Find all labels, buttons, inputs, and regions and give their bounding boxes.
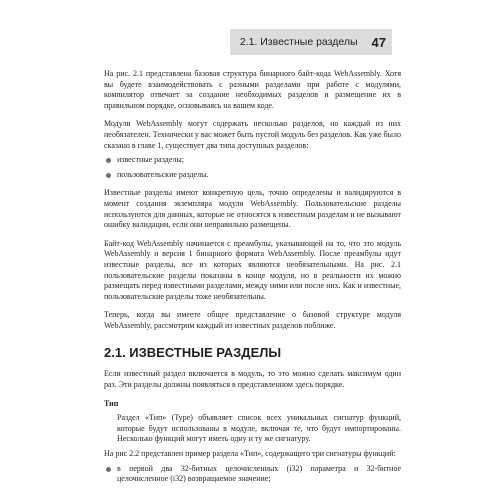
section-heading: 2.1. ИЗВЕСТНЫЕ РАЗДЕЛЫ xyxy=(104,345,282,361)
list-item: известные разделы; xyxy=(104,155,401,166)
paragraph-modules: Модули WebAssembly могут содержать несколько разделов, но каждый из них необязателен. Технически у вас может быть пустой модуль без разделов. Как уже было сказано в главе 1, существует два типа доступных разделов: xyxy=(104,119,401,150)
list-item: пользовательские разделы. xyxy=(104,170,401,181)
signature-list xyxy=(104,464,401,485)
running-header-title: 2.1. Известные разделы xyxy=(239,36,358,48)
paragraph-figure-reference: На рис 2.2 представлен пример раздела «Тип», содержащего три сигнатуры функций: xyxy=(104,449,396,459)
paragraph-section-rules: Если известный раздел включается в модуль, то это можно сделать максимум один раз. Эти разделы должны появляться в представленном здесь порядке. xyxy=(104,369,401,390)
paragraph-type-description: Раздел «Тип» (Type) объявляет список всех уникальных сигнатур функций, которые будут использованы в модуле, включая те, что будут импортированы. Несколько функций могут иметь одну и ту же сигнатуру. xyxy=(117,413,401,444)
paragraph-bytecode: Байт-код WebAssembly начинается с преамбулы, указывающей на то, что это модуль WebAssembly и версия 1 бинарного формата WebAssembly. После преамбулы идут известные разделы, все из которых являются необязательными. На рис. 2.1 пользовательские разделы показаны в конце модуля, но в реальности их можно размещать перед известными разделами, между ними или после них. Как и известные, пользовательские разделы тоже необязательны. xyxy=(104,238,401,301)
page-number: 47 xyxy=(371,34,386,50)
list-item: в первой два 32-битных целочисленных (i32) параметра и 32-битное целочисленное (i32) возвращаемое значение; xyxy=(104,464,401,485)
subheading-type: Тип xyxy=(104,398,119,408)
running-header xyxy=(230,29,392,55)
paragraph-intro: На рис. 2.1 представлена базовая структура бинарного байт-кода WebAssembly. Хотя вы будете взаимодействовать с разными разделами при работе с модулями, компилятор отвечает за создание необходимых разделов и размещение их в правильном порядке, основываясь на вашем коде. xyxy=(104,69,401,110)
paragraph-known-sections: Известные разделы имеют конкретную цель, точно определены и валидируются в момент создания экземпляра модуля WebAssembly. Пользовательские разделы используются для данных, которые не относятся к известным разделам и не вызывают ошибку валидации, если они неправильно размещены. xyxy=(104,188,401,230)
section-types-list xyxy=(104,155,401,180)
page-body xyxy=(104,69,401,485)
paragraph-overview: Теперь, когда вы имеете общее представление о базовой структуре модуля WebAssembly, рассмотрим каждый из известных разделов поближе. xyxy=(104,310,401,330)
